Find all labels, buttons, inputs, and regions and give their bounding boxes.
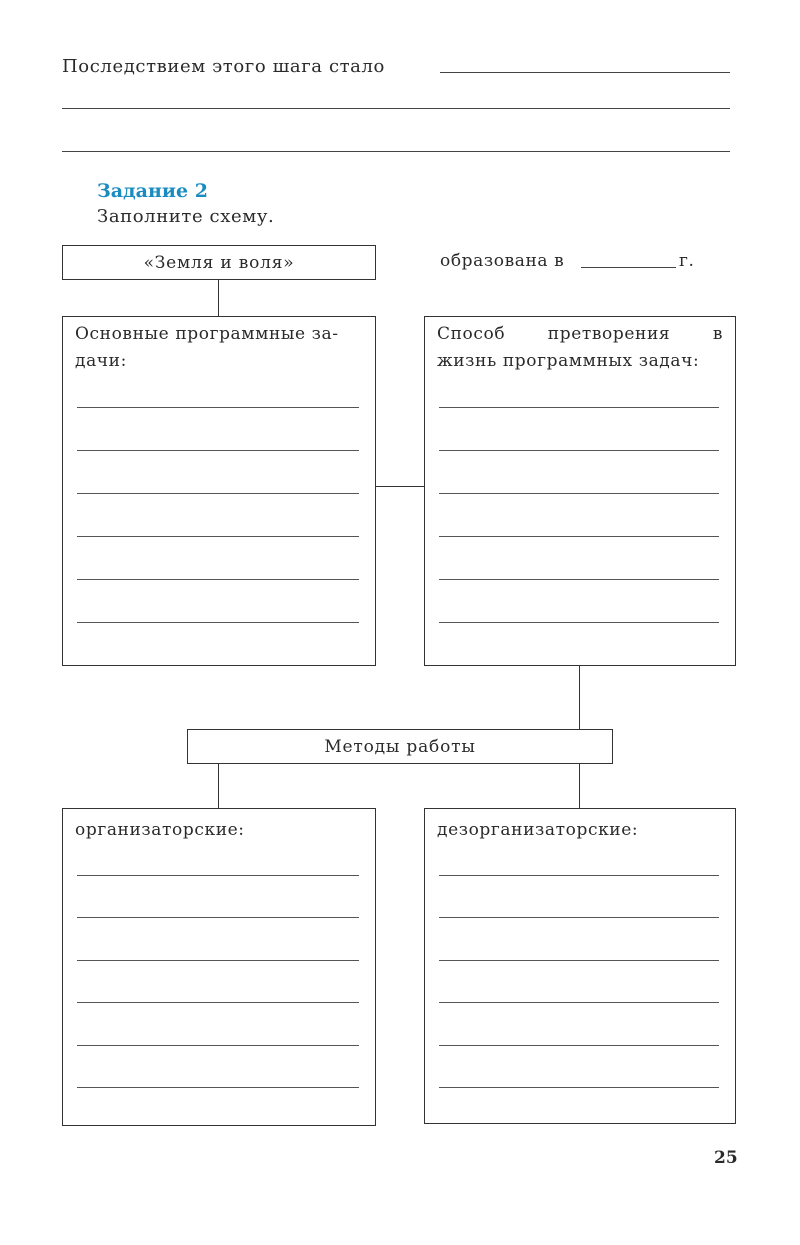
implementation-box bbox=[424, 316, 736, 666]
implementation-heading-1: Способ претворения в bbox=[437, 324, 723, 344]
disorganizational-box bbox=[424, 808, 736, 1124]
org-name-box bbox=[62, 245, 376, 280]
organizational-line[interactable] bbox=[77, 875, 359, 876]
program-tasks-line[interactable] bbox=[77, 579, 359, 580]
implementation-line[interactable] bbox=[439, 450, 719, 451]
connector-methods-left bbox=[218, 764, 219, 808]
methods-box bbox=[187, 729, 613, 764]
program-tasks-heading-1: Основные программные за- bbox=[75, 324, 339, 344]
program-tasks-line[interactable] bbox=[77, 536, 359, 537]
task-title: Задание 2 bbox=[97, 180, 208, 202]
page-number: 25 bbox=[714, 1148, 738, 1168]
organizational-box bbox=[62, 808, 376, 1126]
disorganizational-line[interactable] bbox=[439, 917, 719, 918]
program-tasks-line[interactable] bbox=[77, 622, 359, 623]
founded-year-line[interactable] bbox=[581, 267, 676, 268]
year-suffix: г. bbox=[679, 251, 695, 271]
organizational-line[interactable] bbox=[77, 1045, 359, 1046]
connector-right-methods bbox=[579, 666, 580, 729]
implementation-line[interactable] bbox=[439, 579, 719, 580]
disorganizational-line[interactable] bbox=[439, 1002, 719, 1003]
disorganizational-line[interactable] bbox=[439, 960, 719, 961]
implementation-line[interactable] bbox=[439, 493, 719, 494]
organizational-line[interactable] bbox=[77, 1002, 359, 1003]
implementation-line[interactable] bbox=[439, 536, 719, 537]
organizational-line[interactable] bbox=[77, 960, 359, 961]
implementation-heading-2: жизнь программных задач: bbox=[437, 351, 700, 371]
program-tasks-line[interactable] bbox=[77, 493, 359, 494]
connector-methods-right bbox=[579, 764, 580, 808]
answer-line-3[interactable] bbox=[62, 151, 730, 152]
organizational-line[interactable] bbox=[77, 917, 359, 918]
org-name: «Земля и воля» bbox=[143, 252, 295, 273]
program-tasks-heading-2: дачи: bbox=[75, 351, 127, 371]
organizational-heading: организаторские: bbox=[75, 820, 245, 840]
organizational-line[interactable] bbox=[77, 1087, 359, 1088]
disorganizational-line[interactable] bbox=[439, 1045, 719, 1046]
implementation-line[interactable] bbox=[439, 622, 719, 623]
answer-line-1[interactable] bbox=[440, 72, 730, 73]
disorganizational-line[interactable] bbox=[439, 1087, 719, 1088]
disorganizational-heading: дезорганизаторские: bbox=[437, 820, 639, 840]
methods-title: Методы работы bbox=[324, 736, 476, 757]
connector-org-left bbox=[218, 280, 219, 316]
program-tasks-box bbox=[62, 316, 376, 666]
consequence-label: Последствием этого шага стало bbox=[62, 56, 385, 77]
connector-left-right bbox=[376, 486, 425, 487]
implementation-line[interactable] bbox=[439, 407, 719, 408]
founded-label: образована в bbox=[440, 251, 565, 271]
answer-line-2[interactable] bbox=[62, 108, 730, 109]
task-instruction: Заполните схему. bbox=[97, 206, 275, 227]
program-tasks-line[interactable] bbox=[77, 407, 359, 408]
program-tasks-line[interactable] bbox=[77, 450, 359, 451]
disorganizational-line[interactable] bbox=[439, 875, 719, 876]
